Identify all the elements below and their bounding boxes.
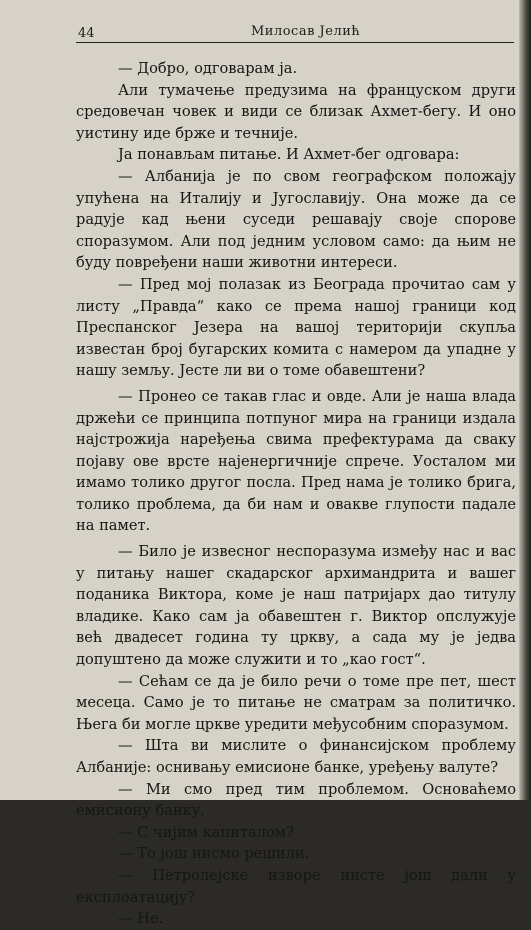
body-text: [76, 58, 516, 930]
book-spine-shadow: [519, 0, 531, 800]
page-number: 44: [78, 26, 95, 41]
paragraph: — Ми смо пред тим проблемом. Оснoваћемо емисиону банку.: [76, 780, 516, 820]
paragraph: — Пред мој полазак из Београда прочитао сам у листу „Правда“ како се према нашој граници код Преспанског Језера на вашој територији скупља известан број бугарских комита с намером да упадне у нашу земљу. Јесте ли ви о томе обавештени?: [76, 275, 516, 380]
page-header: [76, 24, 516, 42]
paragraph: — Петролејске изворе нисте још дали у експлоатацију?: [76, 866, 516, 906]
paragraph: — Шта ви мислите о финансијском проблему Албаније: оснивању емисионе банке, уређењу валуте?: [76, 737, 516, 776]
paragraph: — С чијим капиталом?: [118, 823, 294, 841]
paragraph: Ја понављам питање. И Ахмет-бег одговара:: [118, 146, 460, 164]
paragraph: — Добро, одговарам ја.: [118, 60, 298, 77]
paragraph: — Било је извесног неспоразума између нас и вас у питању нашег скадарског архимандрита и вашег поданика Виктора, коме је наш патријарх дао титулу владике. Како сам ја обавештен г. Виктор опслужује већ двадесет година ту цркву, а сада му је једва допуштено да може служити и то „као гост“.: [76, 543, 516, 669]
paragraph: — Пронео се такав глас и овде. Али је наша влада држећи се принципа потпуног мира на граници издала најстрожија наређења свима префектурама да сваку појаву ове врсте најенергичније спрече. Уосталом ми имамо толико другог посла. Пред нама је толико брига, толико проблема, да би нам и овакве глупости падале на памет.: [76, 387, 516, 535]
paragraph: — Албанија је по свом географском положају упућена на Италију и Југославију. Она може да се радује кад њени суседи решавају своје спорове споразумом. Али под једним условом само: да њим не буду повређени наши животни интереси.: [76, 167, 516, 272]
paragraph: — Сећам се да је било речи о томе пре пет, шест месеца. Само је то питање не сматрам за политичко. Њега би могле цркве уредити међусобним споразумом.: [76, 672, 516, 733]
paragraph: — То још нисмо решили.: [118, 845, 310, 863]
running-title: Милосав Јелић: [251, 24, 361, 39]
paragraph: Али тумачење предузима на француском други средовечан човек и види се близак Ахмет-бегу. И оно уистину иде брже и течније.: [76, 81, 516, 142]
header-rule: [76, 42, 514, 43]
paragraph: — Не.: [118, 910, 164, 928]
